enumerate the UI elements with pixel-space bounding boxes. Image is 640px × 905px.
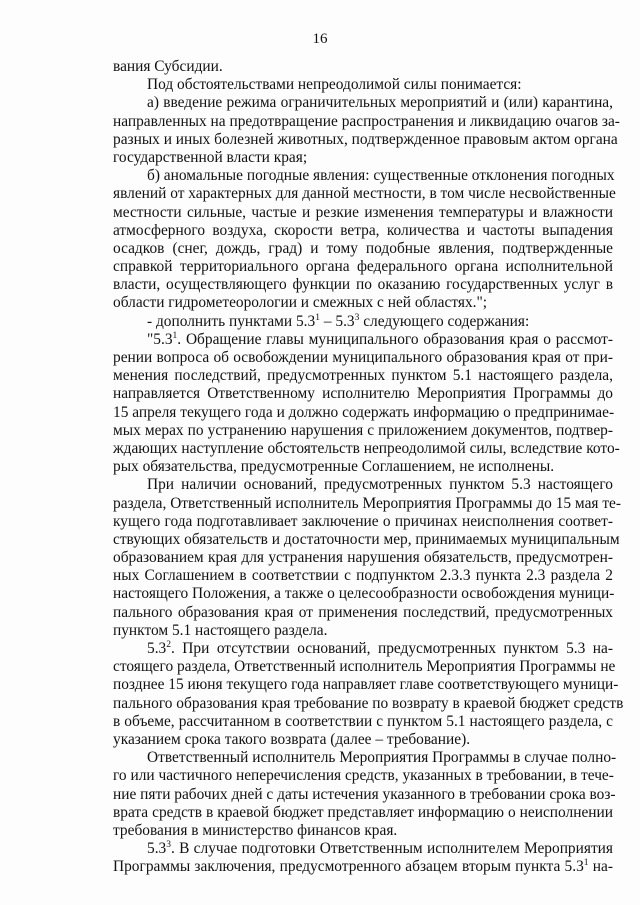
text-line: Под обстоятельствами непреодолимой силы понимается: (147, 76, 522, 94)
paragraph (113, 749, 617, 840)
text-line: местности сильные, частые и резкие изменения температуры и влажности (113, 203, 613, 221)
text-line: явлений от характерных для данной местности, в том числе несвойственные (113, 185, 616, 203)
text-line: ствующих обязательств и достаточности мер, принимаемых муниципальным (113, 530, 620, 548)
text-line: настоящего Положения, а также о целесообразности освобождения муници- (113, 585, 615, 603)
text-line: 15 апреля текущего года и должно содержать информацию о предпринимае- (113, 403, 615, 421)
text-line: атмосферного воздуха, скорости ветра, количества и частоты выпадения (113, 221, 613, 239)
text-line: $5.3^3$. В случае подготовки Ответственным исполнителем Мероприятия (147, 840, 613, 858)
text-line: вания Субсидии. (113, 58, 223, 75)
text-line: врата средств в краевой бюджет представляет информацию о неисполнении (113, 803, 613, 821)
text-line: власти, осуществляющего функции по оказанию государственных услуг в (113, 276, 613, 294)
text-line: в объеме, рассчитанном в соответствии с пунктом 5.1 настоящего раздела, с (113, 712, 613, 730)
paragraph (113, 76, 613, 94)
text-line: б) аномальные погодные явления: существенные отклонения погодных (147, 167, 615, 185)
text-line: образованием края для устранения нарушения обязательств, предусмотрен- (113, 549, 613, 567)
text-line: Ответственный исполнитель Мероприятия Программы в случае полно- (147, 749, 617, 767)
text-line: рении вопроса об освобождении муниципального образования края от при- (113, 349, 613, 366)
paragraph (113, 476, 622, 640)
page-number: 16 (312, 31, 328, 47)
text-line: области гидрометеорологии и смежных с ней областях."; (113, 294, 488, 312)
text-line: пального образования края требование по возврату в краевой бюджет средств (113, 694, 624, 712)
text-line: государственной власти края; (113, 148, 308, 166)
text-line: направляется Ответственному исполнителю Мероприятия Программы до (113, 385, 613, 403)
text-line: осадков (снег, дождь, град) и тому подобные явления, подтвержденные (113, 239, 613, 257)
text-line: указанием срока такого возврата (далее – требование). (113, 730, 471, 748)
paragraph (113, 58, 613, 76)
text-line: пального образования края от применения последствий, предусмотренных (113, 603, 613, 621)
text-line: При наличии оснований, предусмотренных пунктом 5.3 настоящего (147, 476, 613, 494)
paragraph (113, 167, 616, 313)
paragraph (113, 313, 613, 331)
text-line: кущего года подготавливает заключение о причинах неисполнения соответ- (113, 512, 613, 530)
text-line: ние пяти рабочих дней с даты истечения указанного в требовании срока воз- (113, 785, 616, 803)
text-line: справкой территориального органа федерального органа исполнительной (113, 258, 613, 276)
text-line: направленных на предотвращение распространения и ликвидацию очагов за- (113, 112, 620, 130)
text-line: "$5.3^1$. Обращение главы муниципального образования края о рассмот- (147, 330, 613, 348)
paragraph (113, 94, 620, 167)
text-line: менения последствий, предусмотренных пунктом 5.1 настоящего раздела, (113, 367, 613, 385)
text-line: пунктом 5.1 настоящего раздела. (113, 621, 328, 639)
text-line: Программы заключения, предусмотренного абзацем вторым пункта $5.3^1$ на- (113, 858, 613, 876)
paragraph (113, 330, 620, 477)
paragraph (113, 840, 613, 876)
text-line: ных Соглашением в соответствии с подпунктом 2.3.3 пункта 2.3 раздела 2 (113, 567, 613, 585)
text-line: стоящего раздела, Ответственный исполнитель Мероприятия Программы не (113, 658, 616, 676)
text-line: ждающих наступление обстоятельств непреодолимой силы, вследствие кото- (113, 439, 620, 457)
text-line: $5.3^2$. При отсутствии оснований, предусмотренных пунктом 5.3 на- (147, 640, 613, 657)
text-line: а) введение режима ограничительных мероприятий и (или) карантина, (147, 94, 613, 112)
document-body (113, 58, 624, 876)
text-line: позднее 15 июня текущего года направляет главе соответствующего муници- (113, 676, 619, 694)
paragraph (113, 640, 624, 749)
text-line: го или частичного неперечисления средств, указанных в требовании, в тече- (113, 767, 614, 785)
text-line: рых обязательства, предусмотренные Соглашением, не исполнены. (113, 458, 555, 476)
text-line: раздела, Ответственный исполнитель Мероприятия Программы до 15 мая те- (113, 494, 622, 512)
text-line: разных и иных болезней животных, подтвержденное правовым актом органа (113, 130, 618, 148)
text-line: требования в министерство финансов края. (113, 821, 398, 839)
text-line: мых мерах по устранению нарушения с приложением документов, подтвер- (113, 421, 613, 439)
text-line: - дополнить пунктами $5.3^1 - 5.3^3$ следующего содержания: (147, 312, 530, 330)
